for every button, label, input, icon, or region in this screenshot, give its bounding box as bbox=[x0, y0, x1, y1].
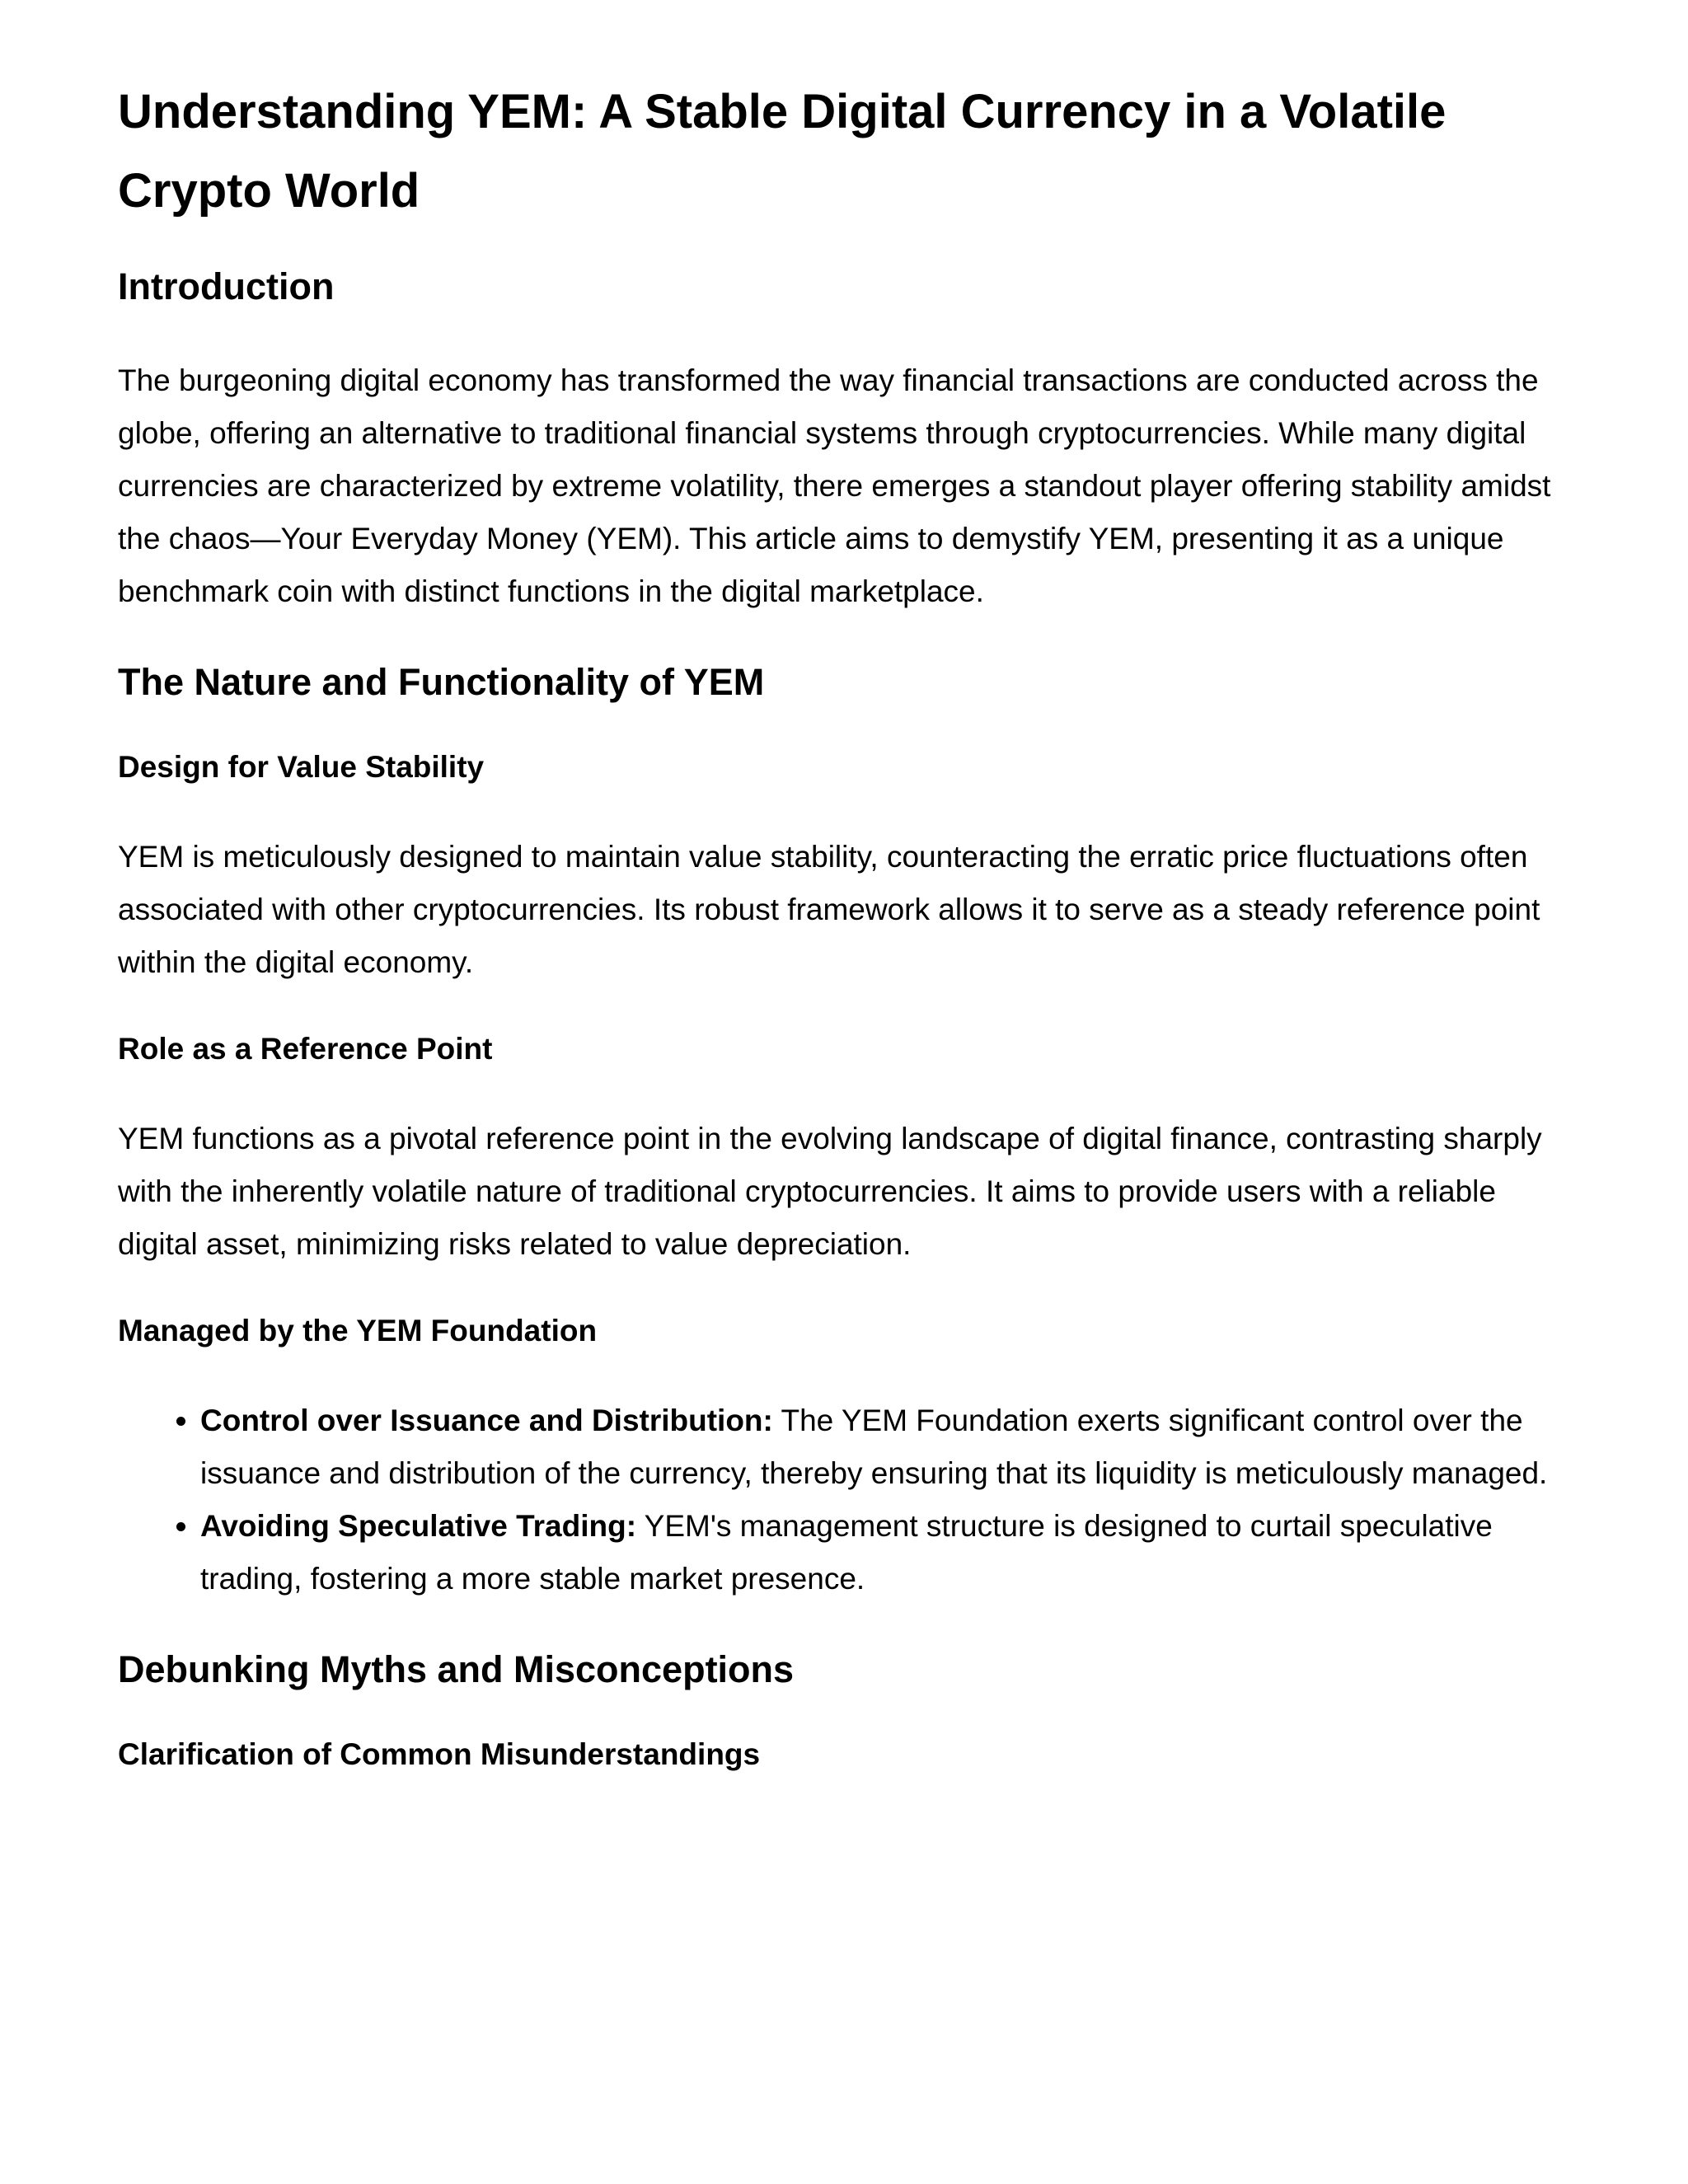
list-item bbox=[200, 1500, 1570, 1605]
introduction-paragraph: The burgeoning digital economy has transformed the way financial transactions are conducted across the globe, offering an alternative to traditional financial systems through cryptocurrencies. While many digital currencies are characterized by extreme volatility, there emerges a standout player offering stability amidst the chaos—Your Everyday Money (YEM). This article aims to demystify YEM, presenting it as a unique benchmark coin with distinct functions in the digital marketplace. bbox=[118, 363, 1551, 608]
design-paragraph: YEM is meticulously designed to maintain value stability, counteracting the erratic price fluctuations often associated with other cryptocurrencies. Its robust framework allows it to serve as a steady reference point within the digital economy. bbox=[118, 840, 1540, 979]
subheading-managed-by-foundation: Managed by the YEM Foundation bbox=[118, 1314, 598, 1347]
section-heading-debunking-myths: Debunking Myths and Misconceptions bbox=[118, 1648, 795, 1690]
subheading-role-reference-point: Role as a Reference Point bbox=[118, 1032, 493, 1066]
list-item-text: The YEM Foundation exerts significant control over the issuance and distribution of the currency, thereby ensuring that its liquidity is meticulously managed. bbox=[200, 1404, 1548, 1490]
subheading-clarification-misunderstandings: Clarification of Common Misunderstandings bbox=[118, 1737, 761, 1771]
section-heading-introduction: Introduction bbox=[118, 265, 335, 307]
role-paragraph: YEM functions as a pivotal reference point in the evolving landscape of digital finance, contrasting sharply with the inherently volatile nature of traditional cryptocurrencies. It aims to provide users with a reliable digital asset, minimizing risks related to value depreciation. bbox=[118, 1122, 1542, 1261]
list-item-label: Control over Issuance and Distribution: bbox=[200, 1404, 773, 1437]
subheading-design-value-stability: Design for Value Stability bbox=[118, 750, 485, 784]
list-item-text: YEM's management structure is designed to curtail speculative trading, fostering a more stable market presence. bbox=[200, 1509, 1493, 1596]
document-page bbox=[118, 73, 1570, 1775]
managed-bullet-list bbox=[118, 1394, 1570, 1605]
list-item-label: Avoiding Speculative Trading: bbox=[200, 1509, 637, 1543]
list-item bbox=[200, 1394, 1570, 1500]
page-title: Understanding YEM: A Stable Digital Currency in a Volatile Crypto World bbox=[118, 85, 1447, 218]
section-heading-nature-functionality: The Nature and Functionality of YEM bbox=[118, 661, 765, 703]
